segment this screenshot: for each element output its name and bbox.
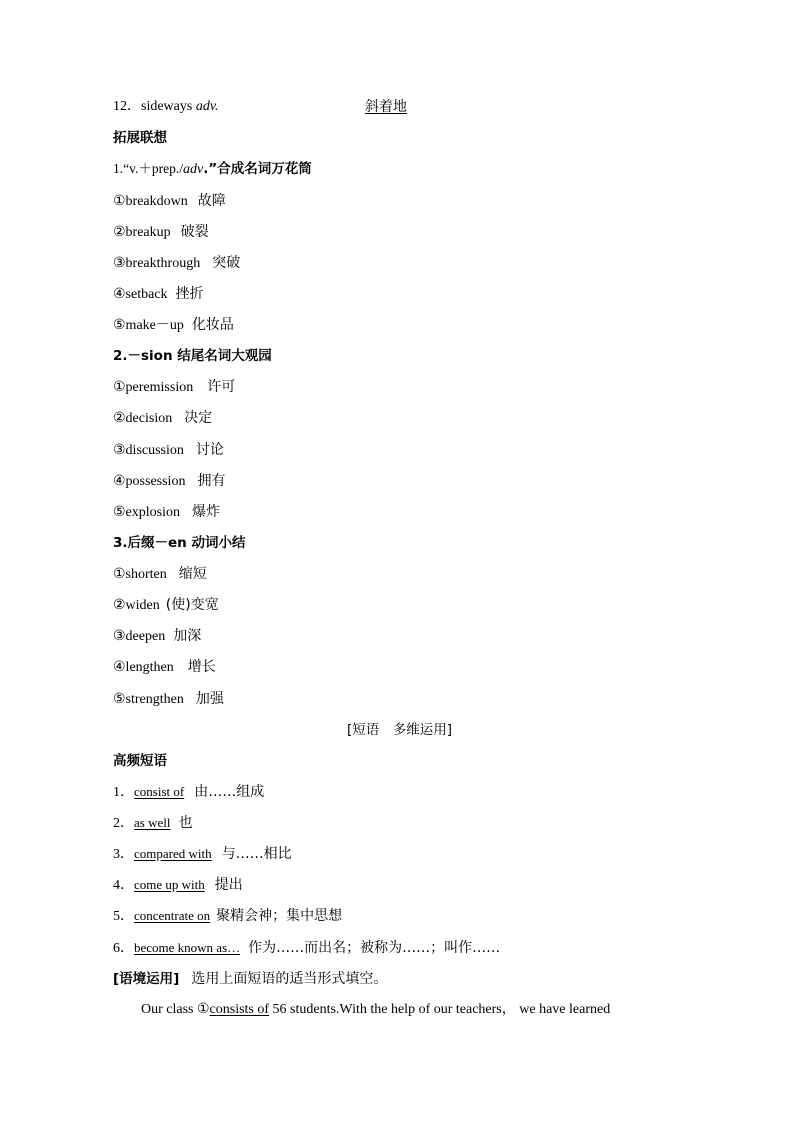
section3-item-3 <box>113 627 201 646</box>
section1-item-4 <box>113 285 204 304</box>
section2-item-3 <box>113 441 224 460</box>
expand-heading: 拓展联想 <box>113 130 167 146</box>
freq-phrase-heading: 高频短语 <box>113 753 167 769</box>
section1-item-2 <box>113 223 209 242</box>
blank-answer-1: consists of <box>209 1002 270 1017</box>
phrase-item-4 <box>113 876 243 895</box>
text-run: 2． <box>113 816 134 831</box>
text-run: ⑤strengthen <box>113 692 184 707</box>
text-run: ⑤explosion <box>113 505 180 520</box>
context-instruction: 选用上面短语的适当形式填空。 <box>191 971 388 987</box>
text-run: (使)变宽 <box>165 597 219 613</box>
text-run: ④lengthen <box>113 660 174 675</box>
text-run: 破裂 <box>180 224 209 240</box>
phrase-item-1 <box>113 783 264 802</box>
text-run: as well <box>134 815 171 830</box>
phrase-item-5 <box>113 907 342 926</box>
text-run: 缩短 <box>178 566 207 582</box>
section2-title: 2.－sion 结尾名词大观园 <box>113 348 272 364</box>
phrase-item-3 <box>113 845 292 864</box>
text-run: 也 <box>178 815 193 831</box>
text-run: ③deepen <box>113 629 166 644</box>
text-run: 突破 <box>212 255 241 271</box>
text-run: 故障 <box>197 193 226 209</box>
text-run: ②breakup <box>113 225 171 240</box>
text-run: 加强 <box>195 691 224 707</box>
text-run: 拥有 <box>197 473 226 489</box>
text-run: 聚精会神；集中思想 <box>216 908 343 924</box>
text-run: 与……相比 <box>221 846 292 862</box>
text-run: ④possession <box>113 474 186 489</box>
text-run: ②decision <box>113 411 173 426</box>
section1-item-3 <box>113 254 240 273</box>
section1-item-5 <box>113 316 234 335</box>
text-run: come up with <box>134 877 205 892</box>
section2-item-5 <box>113 503 220 522</box>
section1-title <box>113 160 312 179</box>
vocab-item-12-answer: 斜着地 <box>365 99 407 115</box>
text-run: 5． <box>113 909 134 924</box>
section2-item-2 <box>113 409 212 428</box>
text-run: ①breakdown <box>113 194 188 209</box>
context-paragraph <box>141 1001 610 1019</box>
phrase-banner: [短语 多维运用] <box>347 722 453 738</box>
text-run: 讨论 <box>195 442 224 458</box>
vocab-item-12 <box>113 98 407 116</box>
text-run: ③discussion <box>113 443 184 458</box>
text-run: 4． <box>113 878 134 893</box>
text-run: adv <box>182 162 204 177</box>
text-run: 3． <box>113 847 134 862</box>
section2-item-1 <box>113 378 235 397</box>
text-run: ④setback <box>113 287 168 302</box>
vocab-item-12-word: 12．sideways <box>113 99 193 114</box>
context-label: [语境运用] <box>113 971 180 987</box>
section3-item-1 <box>113 565 207 584</box>
phrase-item-2 <box>113 814 192 833</box>
text-run: 增长 <box>187 659 216 675</box>
text-run: 由……组成 <box>194 784 265 800</box>
text-run: 许可 <box>207 379 236 395</box>
text-run: 6． <box>113 941 134 956</box>
text-run: 56 students.With the help of our teachers， we have learned <box>269 1002 611 1017</box>
text-run: ①shorten <box>113 567 167 582</box>
text-run: 1.“v.＋prep./ <box>113 161 183 176</box>
section3-item-2 <box>113 596 219 615</box>
text-run: become known as… <box>134 940 241 955</box>
text-run: 1． <box>113 785 134 800</box>
text-run: 爆炸 <box>192 504 220 520</box>
text-run: .”合成名词万花筒 <box>203 161 312 177</box>
text-run: ②widen <box>113 598 160 613</box>
section3-title: 3.后缀－en 动词小结 <box>113 535 246 551</box>
text-run: Our class ① <box>141 1002 210 1017</box>
text-run: 化妆品 <box>191 317 234 333</box>
text-run: 提出 <box>214 877 243 893</box>
text-run: ③breakthrough <box>113 256 201 271</box>
section3-item-4 <box>113 658 216 677</box>
section3-item-5 <box>113 690 224 709</box>
text-run: 挫折 <box>175 286 204 302</box>
context-usage-line <box>113 970 387 989</box>
section2-item-4 <box>113 472 225 491</box>
text-run: 加深 <box>173 628 202 644</box>
text-run: 作为……而出名；被称为……；叫作…… <box>248 940 501 956</box>
text-run: concentrate on <box>134 908 211 923</box>
text-run: 决定 <box>184 410 213 426</box>
section1-item-1 <box>113 192 226 211</box>
phrase-item-6 <box>113 939 500 958</box>
vocab-item-12-pos: adv. <box>195 99 219 114</box>
text-run: compared with <box>134 846 212 861</box>
text-run: ①peremission <box>113 380 194 395</box>
text-run: ⑤make－up <box>113 318 184 333</box>
text-run: consist of <box>134 784 185 799</box>
